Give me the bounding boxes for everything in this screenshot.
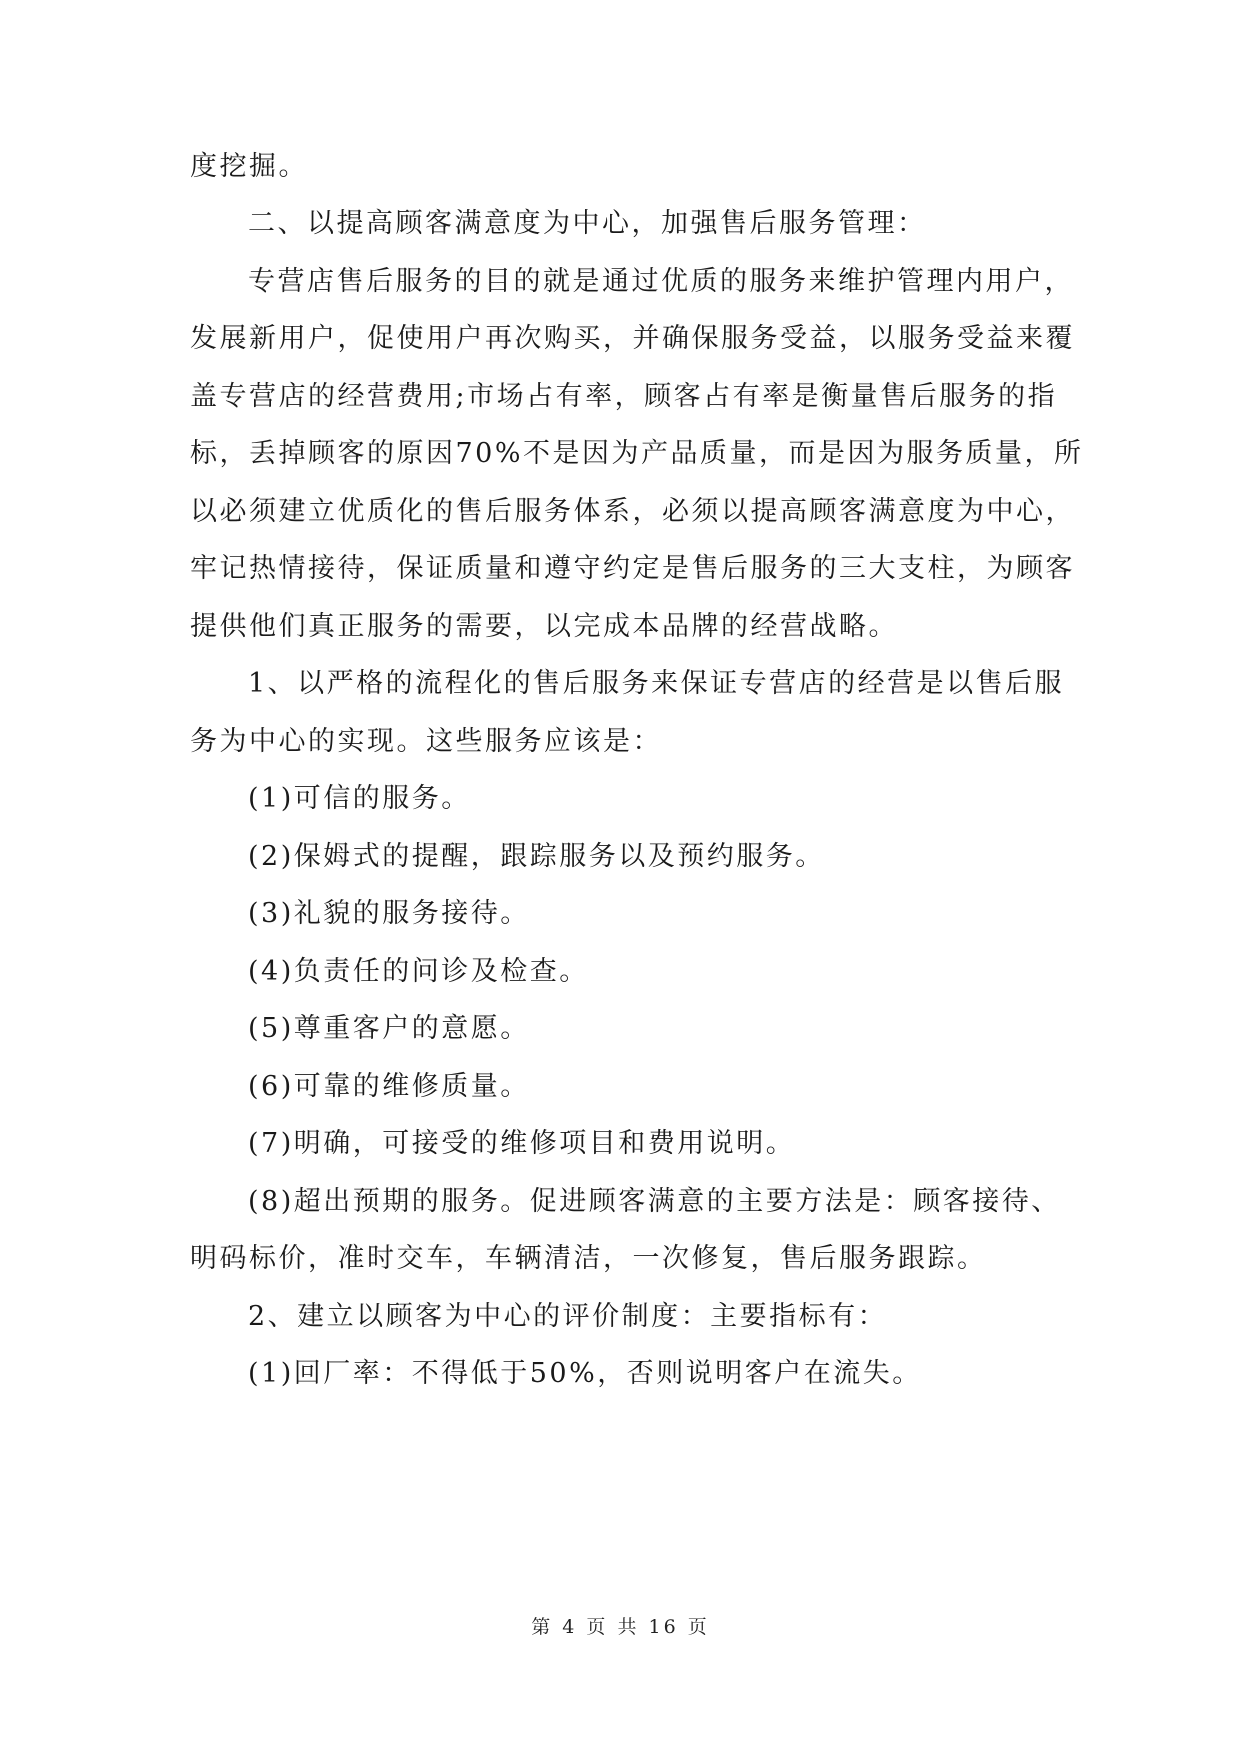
section-heading: 二、以提高顾客满意度为中心，加强售后服务管理： xyxy=(248,208,927,239)
list-item: (1)回厂率：不得低于50%，否则说明客户在流失。 xyxy=(248,1358,922,1389)
list-item: (4)负责任的问诊及检查。 xyxy=(248,956,589,987)
paragraph-line: 牢记热情接待，保证质量和遵守约定是售后服务的三大支柱，为顾客 xyxy=(190,553,1075,584)
list-item: (6)可靠的维修质量。 xyxy=(248,1071,530,1102)
paragraph-line: 标，丢掉顾客的原因70%不是因为产品质量，而是因为服务质量，所 xyxy=(190,438,1084,469)
list-item: (1)可信的服务。 xyxy=(248,783,471,814)
paragraph-line: 盖专营店的经营费用;市场占有率，顾客占有率是衡量售后服务的指 xyxy=(190,381,1058,412)
list-item: (3)礼貌的服务接待。 xyxy=(248,898,530,929)
list-item: (5)尊重客户的意愿。 xyxy=(248,1013,530,1044)
paragraph-line: 专营店售后服务的目的就是通过优质的服务来维护管理内用户， xyxy=(248,266,1074,297)
page-number-footer: 第 4 页 共 16 页 xyxy=(531,1616,710,1638)
paragraph-line: 明码标价，准时交车，车辆清洁，一次修复，售后服务跟踪。 xyxy=(190,1243,987,1274)
paragraph-line: 提供他们真正服务的需要，以完成本品牌的经营战略。 xyxy=(190,611,898,642)
paragraph-line: 以必须建立优质化的售后服务体系，必须以提高顾客满意度为中心， xyxy=(190,496,1075,527)
paragraph-line: 1、以严格的流程化的售后服务来保证专营店的经营是以售后服 xyxy=(248,668,1065,699)
list-item: (7)明确，可接受的维修项目和费用说明。 xyxy=(248,1128,796,1159)
paragraph-line: 务为中心的实现。这些服务应该是： xyxy=(190,726,662,757)
text-line: 度挖掘。 xyxy=(190,151,308,182)
list-item: (2)保姆式的提醒，跟踪服务以及预约服务。 xyxy=(248,841,825,872)
list-item: (8)超出预期的服务。促进顾客满意的主要方法是：顾客接待、 xyxy=(248,1186,1061,1217)
paragraph-line: 发展新用户，促使用户再次购买，并确保服务受益，以服务受益来覆 xyxy=(190,323,1075,354)
paragraph-line: 2、建立以顾客为中心的评价制度：主要指标有： xyxy=(248,1301,888,1332)
